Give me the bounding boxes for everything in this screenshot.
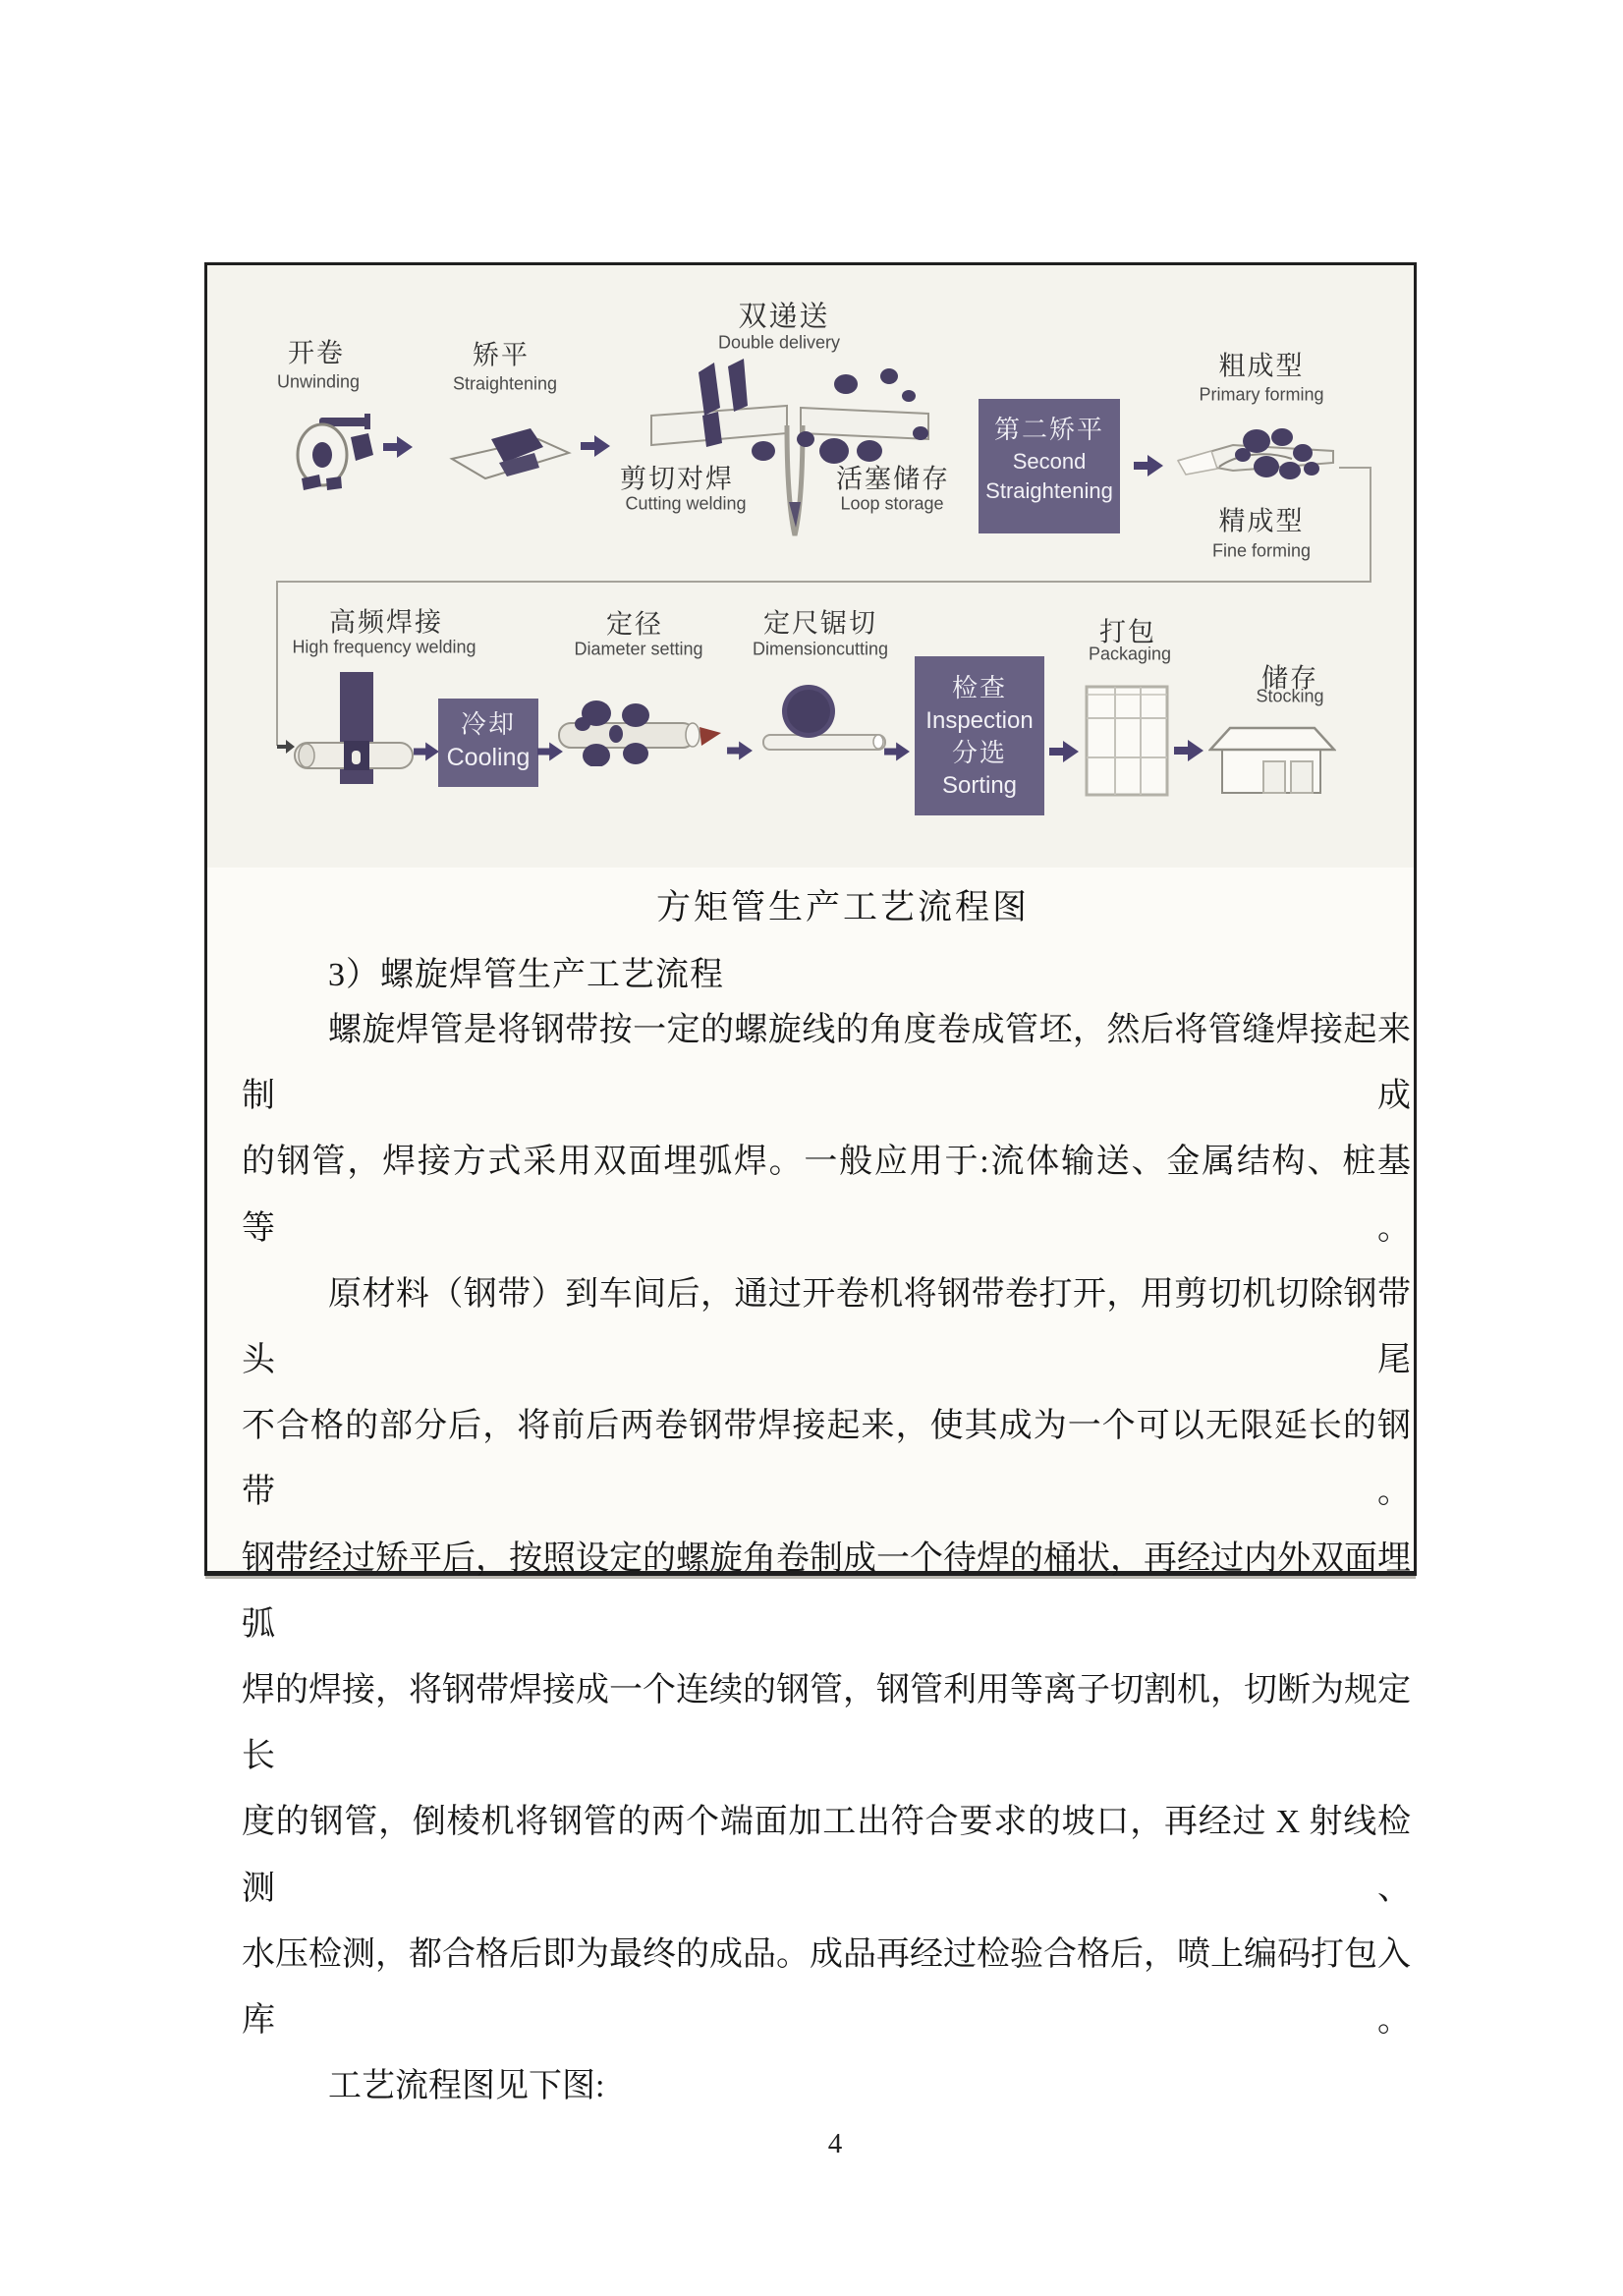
double-delivery-label-zh: 双递送 — [738, 301, 830, 333]
packaging-label-en: Packaging — [1088, 644, 1172, 664]
section-heading: 3）螺旋焊管生产工艺流程 — [328, 957, 724, 993]
second-straightening-box — [979, 399, 1120, 533]
second-straightening-label-en2: Straightening — [985, 478, 1113, 503]
double-delivery-machine-icon — [642, 357, 936, 545]
packaging-label-zh: 打包 — [1099, 617, 1156, 647]
second-straightening-label-en1: Second — [1012, 449, 1087, 474]
double-delivery-label-en: Double delivery — [717, 332, 841, 353]
loop-storage-label-en: Loop storage — [840, 493, 944, 514]
flow-arrow-icon — [1134, 455, 1163, 476]
packaging-bundle-icon — [1084, 683, 1170, 799]
primary-forming-label-zh: 粗成型 — [1218, 351, 1305, 381]
dimension-cutting-label-zh: 定尺锯切 — [763, 608, 877, 639]
stocking-label-en: Stocking — [1256, 686, 1324, 706]
body-line: 焊的焊接，将钢带焊接成一个连续的钢管，钢管利用等离子切割机，切断为规定长 — [242, 1672, 1411, 1775]
dimension-cutting-label-en: Dimensioncutting — [752, 639, 889, 659]
body-line: 的钢管，焊接方式采用双面埋弧焊。一般应用于:流体输送、金属结构、桩基等。 — [242, 1144, 1411, 1247]
cutting-welding-label-en: Cutting welding — [625, 493, 747, 514]
table-cell — [204, 262, 1417, 2105]
sorting-label-en: Sorting — [941, 772, 1018, 799]
flow-arrow-icon — [884, 743, 910, 761]
diameter-setting-label-en: Diameter setting — [574, 639, 703, 659]
flow-arrow-icon — [727, 742, 753, 760]
cutting-welding-label-zh: 剪切对焊 — [620, 464, 734, 494]
flow-arrow-icon — [1174, 740, 1203, 761]
saw-cutting-icon — [759, 678, 892, 756]
connector-line — [276, 581, 1371, 583]
straightening-label-en: Straightening — [452, 373, 558, 394]
flow-arrow-icon — [383, 436, 413, 458]
body-line: 钢带经过矫平后，按照设定的螺旋角卷制成一个待焊的桶状，再经过内外双面埋弧 — [242, 1540, 1411, 1643]
fine-forming-label-en: Fine forming — [1211, 540, 1312, 561]
connector-line — [1370, 467, 1371, 583]
cooling-label-zh: 冷却 — [460, 709, 516, 739]
unwinding-coil-icon — [296, 411, 379, 491]
flow-arrow-icon — [581, 435, 610, 457]
flow-arrow-icon — [414, 743, 439, 761]
loop-storage-label-zh: 活塞储存 — [836, 464, 950, 494]
diameter-setting-rollers-icon — [553, 700, 727, 766]
warehouse-icon — [1208, 720, 1336, 796]
fine-forming-label-zh: 精成型 — [1218, 506, 1305, 536]
body-text — [242, 997, 1411, 2119]
cooling-label-en: Cooling — [446, 744, 531, 771]
body-line: 螺旋焊管是将钢带按一定的螺旋线的角度卷成管坯，然后将管缝焊接起来制成 — [242, 1012, 1411, 1115]
stocking-label-zh: 储存 — [1261, 663, 1318, 694]
primary-forming-label-en: Primary forming — [1199, 384, 1324, 405]
straightening-label-zh: 矫平 — [473, 340, 530, 370]
unwinding-label-zh: 开卷 — [288, 338, 345, 368]
figure-caption: 方矩管生产工艺流程图 — [655, 888, 1030, 926]
body-line: 原材料（钢带）到车间后，通过开卷机将钢带卷打开，用剪切机切除钢带头尾 — [242, 1275, 1411, 1379]
sorting-label-zh: 分选 — [951, 738, 1007, 767]
hf-welding-label-en: High frequency welding — [292, 637, 476, 657]
body-line: 工艺流程图见下图: — [328, 2068, 605, 2105]
unwinding-label-en: Unwinding — [276, 371, 361, 392]
connector-line — [276, 581, 278, 746]
page-number: 4 — [827, 2128, 843, 2159]
connector-line — [1339, 467, 1371, 469]
body-line: 度的钢管，倒棱机将钢管的两个端面加工出符合要求的坡口，再经过 X 射线检测、 — [242, 1804, 1411, 1907]
inspection-sorting-box — [915, 656, 1044, 815]
flow-arrow-icon — [1049, 741, 1079, 762]
hf-welding-machine-icon — [293, 668, 416, 791]
body-line: 水压检测，都合格后即为最终的成品。成品再经过检验合格后，喷上编码打包入库。 — [242, 1935, 1411, 2040]
process-flow-diagram — [207, 265, 1414, 868]
forming-rollers-icon — [1172, 425, 1339, 488]
cooling-box — [438, 699, 538, 787]
body-line: 不合格的部分后，将前后两卷钢带焊接起来，使其成为一个可以无限延长的钢带。 — [242, 1408, 1411, 1511]
second-straightening-label-zh: 第二矫平 — [993, 415, 1104, 444]
inspection-label-en: Inspection — [925, 707, 1034, 734]
inspection-label-zh: 检查 — [951, 673, 1007, 702]
diameter-setting-label-zh: 定径 — [606, 609, 663, 640]
straightening-plate-icon — [448, 423, 573, 481]
hf-welding-label-zh: 高频焊接 — [329, 607, 443, 638]
